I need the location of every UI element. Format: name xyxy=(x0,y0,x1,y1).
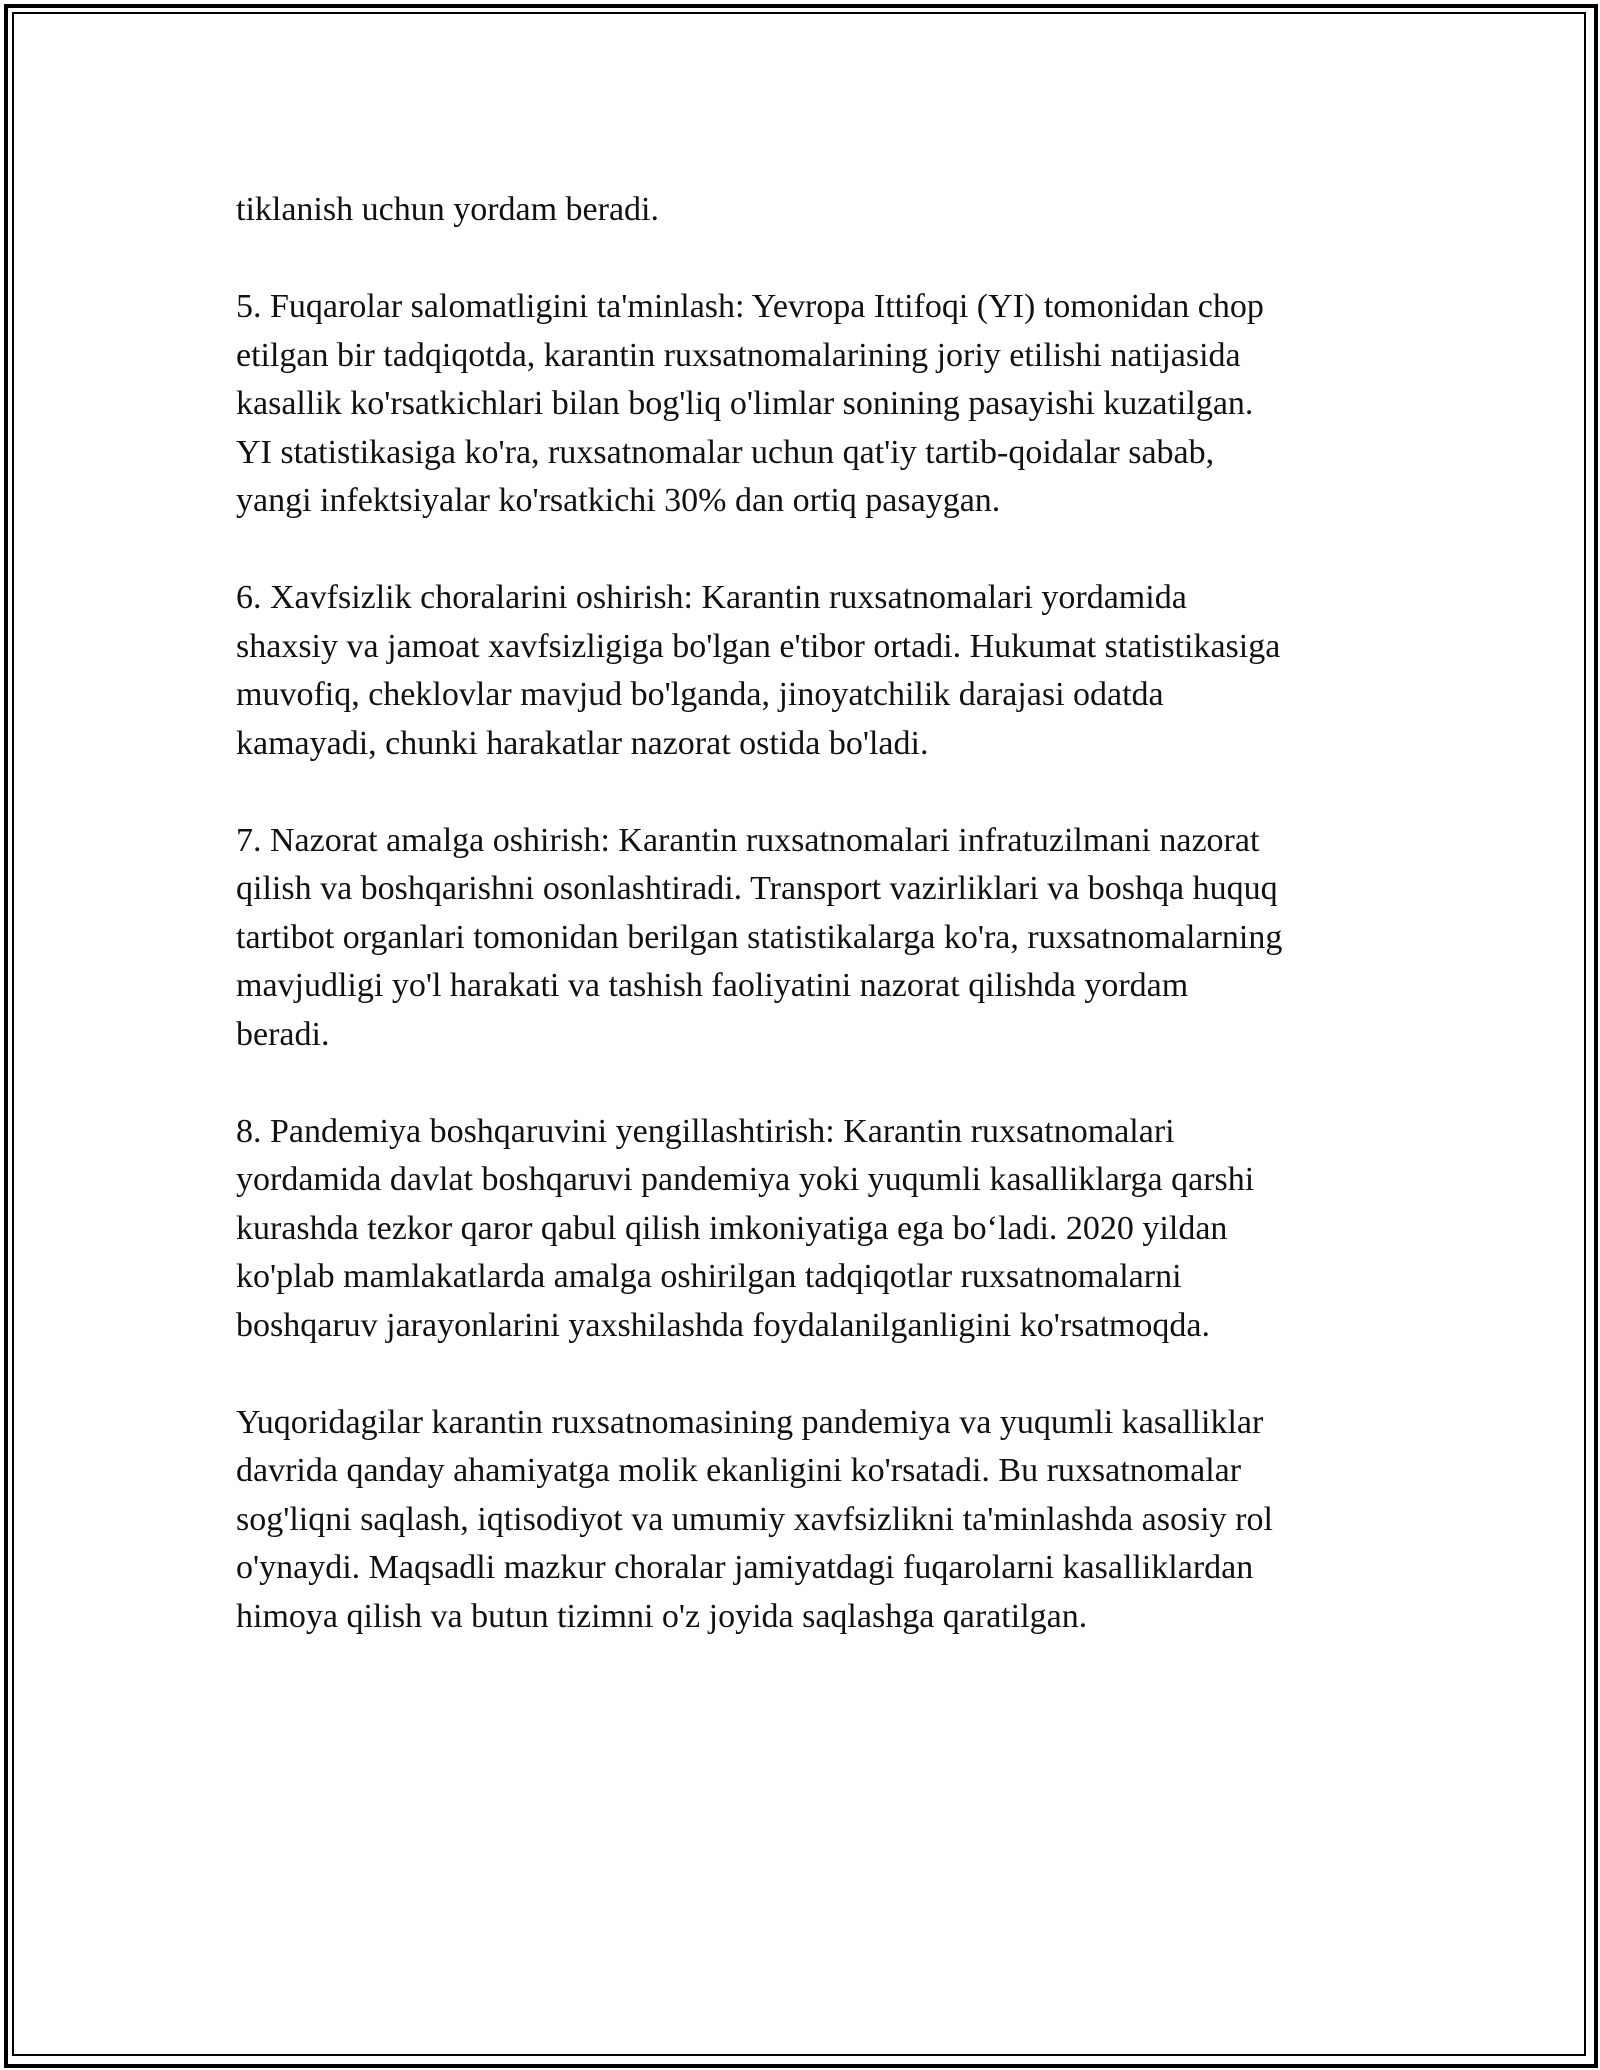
paragraph-conclusion: Yuqoridagilar karantin ruxsatnomasining pandemiya va yuqumli kasalliklar davrida qanday ahamiyatga molik ekanligini ko'rsatadi. Bu ruxsatnomalar sog'liqni saqlash, iqtisodiyot va umumiy xavfsizlikni ta'minlashda asosiy rol o'ynaydi. Maqsadli mazkur choralar jamiyatdagi fuqarolarni kasalliklardan himoya qilish va butun tizimni o'z joyida saqlashga qaratilgan. xyxy=(236,1403,1273,1635)
paragraph-item-7: 7. Nazorat amalga oshirish: Karantin ruxsatnomalari infratuzilmani nazorat qilish va boshqarishni osonlashtiradi. Transport vazirliklari va boshqa huquq tartibot organlari tomonidan berilgan statistikalarga ko'ra, ruxsatnomalarning mavjudligi yo'l harakati va tashish faoliyatini nazorat qilishda yordam beradi. xyxy=(236,821,1283,1053)
paragraph-continuation: tiklanish uchun yordam beradi. xyxy=(236,191,660,228)
paragraph-item-5: 5. Fuqarolar salomatligini ta'minlash: Yevropa Ittifoqi (YI) tomonidan chop etilgan bir tadqiqotda, karantin ruxsatnomalarining joriy etilishi natijasida kasallik ko'rsatkichlari bilan bog'liq o'limlar sonining pasayishi kuzatilgan. YI statistikasiga ko'ra, ruxsatnomalar uchun qat'iy tartib-qoidalar sabab, yangi infektsiyalar ko'rsatkichi 30% dan ortiq pasaygan. xyxy=(236,288,1264,519)
document-body xyxy=(236,186,1396,1690)
paragraph-item-6: 6. Xavfsizlik choralarini oshirish: Karantin ruxsatnomalari yordamida shaxsiy va jamoat xavfsizligiga bo'lgan e'tibor ortadi. Hukumat statistikasiga muvofiq, cheklovlar mavjud bo'lganda, jinoyatchilik darajasi odatda kamayadi, chunki harakatlar nazorat ostida bo'ladi. xyxy=(236,579,1281,762)
paragraph-item-8: 8. Pandemiya boshqaruvini yengillashtirish: Karantin ruxsatnomalari yordamida davlat boshqaruvi pandemiya yoki yuqumli kasalliklarga qarshi kurashda tezkor qaror qabul qilish imkoniyatiga ega bo‘ladi. 2020 yildan ko'plab mamlakatlarda amalga oshirilgan tadqiqotlar ruxsatnomalarni boshqaruv jarayonlarini yaxshilashda foydalanilganligini ko'rsatmoqda. xyxy=(236,1112,1255,1344)
